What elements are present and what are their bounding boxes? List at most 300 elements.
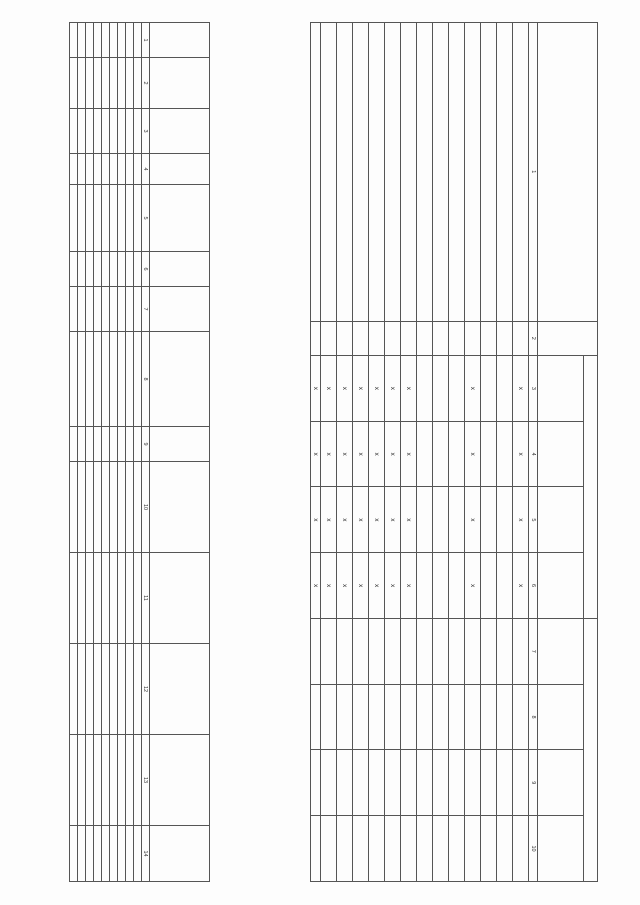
cell [134, 644, 142, 735]
cell [321, 750, 337, 816]
cell [102, 735, 110, 826]
cell [126, 826, 134, 882]
cell [86, 23, 94, 58]
cell [433, 618, 449, 684]
rotated-sheet [22, 12, 622, 892]
cell [385, 816, 401, 882]
cell [86, 185, 94, 252]
cell [118, 23, 126, 58]
cell [465, 750, 481, 816]
total-label [70, 332, 78, 427]
cell [126, 185, 134, 252]
cell: x [385, 356, 401, 422]
s7-h3 [150, 109, 210, 154]
cell [369, 816, 385, 882]
cell [417, 487, 433, 553]
row-label [449, 23, 465, 322]
cell [465, 618, 481, 684]
cell [126, 644, 134, 735]
s7-colnum: 4 [142, 154, 150, 185]
cell [110, 154, 118, 185]
cell [134, 252, 142, 287]
row-label [465, 23, 481, 322]
cell [70, 462, 78, 553]
row-code [385, 321, 401, 355]
cell [94, 109, 102, 154]
year-col-6 [538, 684, 584, 750]
cell [78, 287, 86, 332]
cell [102, 23, 110, 58]
cell [118, 553, 126, 644]
colnum: 7 [529, 618, 538, 684]
cell [497, 553, 513, 619]
year-col-1 [538, 356, 584, 422]
cell: x [385, 487, 401, 553]
cell [110, 185, 118, 252]
cell [449, 816, 465, 882]
total-code [311, 321, 321, 355]
row-label [497, 23, 513, 322]
row-label [417, 23, 433, 322]
cell [102, 185, 110, 252]
cell [110, 109, 118, 154]
row-code [401, 321, 417, 355]
cell [126, 735, 134, 826]
cell [321, 684, 337, 750]
cell: x [353, 487, 369, 553]
cell [110, 287, 118, 332]
cell: x [465, 487, 481, 553]
cell [353, 750, 369, 816]
cell [433, 816, 449, 882]
cell [481, 487, 497, 553]
s7-colnum: 3 [142, 109, 150, 154]
cell [353, 684, 369, 750]
cell [78, 23, 86, 58]
cell [497, 750, 513, 816]
total-label [86, 332, 94, 427]
cell [513, 750, 529, 816]
s7-h11 [150, 553, 210, 644]
cell [481, 553, 497, 619]
colnum: 2 [529, 321, 538, 355]
cell [102, 287, 110, 332]
row-label [385, 23, 401, 322]
cell [110, 553, 118, 644]
cell [417, 684, 433, 750]
row-code [321, 321, 337, 355]
header-code [538, 321, 598, 355]
cell: x [401, 553, 417, 619]
row-label [481, 23, 497, 322]
cell [94, 185, 102, 252]
cell [417, 618, 433, 684]
cell: x [321, 356, 337, 422]
cell [337, 816, 353, 882]
cell [78, 553, 86, 644]
cell: x [337, 356, 353, 422]
cell [449, 421, 465, 487]
cell [110, 252, 118, 287]
section6-table [310, 22, 598, 882]
cell: x [353, 553, 369, 619]
s7-colnum: 13 [142, 735, 150, 826]
cell [70, 58, 78, 109]
cell [110, 332, 118, 427]
s7-colnum: 12 [142, 644, 150, 735]
cell [70, 23, 78, 58]
s7-colnum: 11 [142, 553, 150, 644]
s7-h9 [150, 427, 210, 462]
cell [118, 826, 126, 882]
cell [118, 109, 126, 154]
s7-colnum: 14 [142, 826, 150, 882]
cell [449, 487, 465, 553]
cell [369, 684, 385, 750]
cell [70, 826, 78, 882]
cell [497, 487, 513, 553]
cell [433, 487, 449, 553]
cell [70, 644, 78, 735]
cell [102, 154, 110, 185]
cell: x [369, 421, 385, 487]
s7-h2 [150, 58, 210, 109]
cell [353, 618, 369, 684]
cell [465, 684, 481, 750]
s7-h12 [150, 644, 210, 735]
cell [70, 154, 78, 185]
cell [417, 750, 433, 816]
cell [86, 427, 94, 462]
cell [497, 816, 513, 882]
cell [110, 826, 118, 882]
colnum: 9 [529, 750, 538, 816]
cell [94, 826, 102, 882]
cell [497, 356, 513, 422]
cell: x [513, 356, 529, 422]
cell [126, 154, 134, 185]
cell: x [321, 487, 337, 553]
s7-colnum: 1 [142, 23, 150, 58]
colnum: 5 [529, 487, 538, 553]
cell [70, 553, 78, 644]
cell [134, 58, 142, 109]
cell: x [385, 553, 401, 619]
cell [94, 252, 102, 287]
cell [449, 553, 465, 619]
cell [118, 58, 126, 109]
cell [134, 109, 142, 154]
row-code [102, 427, 110, 462]
cell [449, 618, 465, 684]
cell [321, 618, 337, 684]
cell [78, 252, 86, 287]
cell: x [465, 356, 481, 422]
cell [513, 816, 529, 882]
cell [481, 618, 497, 684]
cell [110, 735, 118, 826]
cell [86, 553, 94, 644]
cell [118, 154, 126, 185]
cell [110, 644, 118, 735]
cell [118, 185, 126, 252]
row-code [433, 321, 449, 355]
cell: x [311, 356, 321, 422]
cell [102, 826, 110, 882]
year-col-7 [538, 750, 584, 816]
cell: x [353, 356, 369, 422]
cell: x [513, 421, 529, 487]
cell [385, 684, 401, 750]
cell: x [369, 356, 385, 422]
cell [94, 58, 102, 109]
s7-colnum: 10 [142, 462, 150, 553]
cell: x [369, 487, 385, 553]
header-name [538, 23, 598, 322]
cell [86, 735, 94, 826]
cell [311, 750, 321, 816]
cell [126, 462, 134, 553]
row-label [401, 23, 417, 322]
cell [126, 23, 134, 58]
cell [102, 462, 110, 553]
cell [102, 58, 110, 109]
cell [401, 684, 417, 750]
cell [78, 185, 86, 252]
cell: x [513, 487, 529, 553]
row-code [465, 321, 481, 355]
cell [70, 427, 78, 462]
s7-h8 [150, 332, 210, 427]
row-code [110, 427, 118, 462]
cell: x [311, 421, 321, 487]
cell [449, 356, 465, 422]
cell: x [311, 553, 321, 619]
cell [513, 684, 529, 750]
cell [337, 684, 353, 750]
cell [118, 644, 126, 735]
cell [118, 735, 126, 826]
cell [94, 23, 102, 58]
cell [102, 553, 110, 644]
row-code [513, 321, 529, 355]
cell [86, 58, 94, 109]
cell: x [401, 487, 417, 553]
cell [86, 109, 94, 154]
cell [497, 684, 513, 750]
cell [86, 252, 94, 287]
cell [465, 816, 481, 882]
row-code [481, 321, 497, 355]
cell [110, 58, 118, 109]
cell [70, 252, 78, 287]
s7-h5 [150, 185, 210, 252]
cell [102, 109, 110, 154]
cell [481, 816, 497, 882]
cell [433, 553, 449, 619]
cell [311, 684, 321, 750]
cell [86, 154, 94, 185]
cell [311, 816, 321, 882]
year-col-2 [538, 421, 584, 487]
cell [513, 618, 529, 684]
cell [118, 462, 126, 553]
cell [385, 750, 401, 816]
row-code [134, 427, 142, 462]
cell: x [337, 553, 353, 619]
cell [134, 287, 142, 332]
cell [433, 421, 449, 487]
cell [86, 287, 94, 332]
row-code [126, 427, 134, 462]
cell [118, 252, 126, 287]
section6-body [321, 23, 529, 882]
cell [417, 816, 433, 882]
cell: x [513, 553, 529, 619]
row-code [353, 321, 369, 355]
cell [118, 287, 126, 332]
row-code [449, 321, 465, 355]
header-sums [584, 618, 598, 881]
cell [134, 154, 142, 185]
cell [401, 816, 417, 882]
cell: x [465, 421, 481, 487]
s7-h13 [150, 735, 210, 826]
row-label [337, 23, 353, 322]
colnum: 1 [529, 23, 538, 322]
row-label [321, 23, 337, 322]
row-code [417, 321, 433, 355]
row-code [369, 321, 385, 355]
cell [497, 618, 513, 684]
cell [94, 332, 102, 427]
s7-h10 [150, 462, 210, 553]
cell [353, 816, 369, 882]
s7-h4 [150, 154, 210, 185]
cell: x [311, 487, 321, 553]
cell [78, 735, 86, 826]
cell [126, 109, 134, 154]
colnum: 8 [529, 684, 538, 750]
cell [134, 185, 142, 252]
cell [417, 421, 433, 487]
cell [94, 644, 102, 735]
cell [102, 644, 110, 735]
cell [70, 735, 78, 826]
cell [134, 735, 142, 826]
cell [481, 684, 497, 750]
cell [78, 58, 86, 109]
year-col-5 [538, 618, 584, 684]
cell [86, 462, 94, 553]
cell [321, 816, 337, 882]
colnum: 6 [529, 553, 538, 619]
s7-h7 [150, 287, 210, 332]
colnum: 4 [529, 421, 538, 487]
cell [70, 109, 78, 154]
header-base [584, 356, 598, 619]
cell [110, 23, 118, 58]
cell [311, 618, 321, 684]
cell [78, 154, 86, 185]
cell [369, 618, 385, 684]
row-code [94, 427, 102, 462]
cell [78, 427, 86, 462]
cell [70, 185, 78, 252]
row-code [337, 321, 353, 355]
cell [70, 287, 78, 332]
cell [78, 644, 86, 735]
cell [401, 750, 417, 816]
cell: x [401, 421, 417, 487]
cell [78, 109, 86, 154]
row-label [433, 23, 449, 322]
year-col-3 [538, 487, 584, 553]
s7-colnum: 9 [142, 427, 150, 462]
cell [126, 252, 134, 287]
cell [449, 684, 465, 750]
cell [433, 750, 449, 816]
cell [417, 553, 433, 619]
row-label [369, 23, 385, 322]
cell [78, 826, 86, 882]
cell: x [337, 487, 353, 553]
cell [449, 750, 465, 816]
cell [94, 735, 102, 826]
cell [94, 154, 102, 185]
colnum: 3 [529, 356, 538, 422]
cell [433, 684, 449, 750]
cell [86, 644, 94, 735]
total-label [311, 23, 321, 322]
row-code [497, 321, 513, 355]
year-col-4 [538, 553, 584, 619]
colnum: 10 [529, 816, 538, 882]
cell: x [337, 421, 353, 487]
cell: x [353, 421, 369, 487]
cell [497, 421, 513, 487]
cell [110, 462, 118, 553]
cell [94, 462, 102, 553]
cell [433, 356, 449, 422]
s7-colnum: 8 [142, 332, 150, 427]
cell [126, 553, 134, 644]
cell: x [369, 553, 385, 619]
cell: x [321, 421, 337, 487]
cell [102, 252, 110, 287]
s7-colnum: 2 [142, 58, 150, 109]
section7-table [69, 22, 210, 882]
cell: x [465, 553, 481, 619]
cell [134, 23, 142, 58]
cell: x [401, 356, 417, 422]
cell [94, 287, 102, 332]
cell [118, 332, 126, 427]
cell [126, 58, 134, 109]
s7-colnum: 5 [142, 185, 150, 252]
cell [417, 356, 433, 422]
cell [337, 618, 353, 684]
row-label [513, 23, 529, 322]
s7-h1 [150, 23, 210, 58]
cell [481, 750, 497, 816]
cell: x [321, 553, 337, 619]
s7-colnum: 7 [142, 287, 150, 332]
cell [134, 332, 142, 427]
s7-colnum: 6 [142, 252, 150, 287]
s7-h6 [150, 252, 210, 287]
cell [385, 618, 401, 684]
